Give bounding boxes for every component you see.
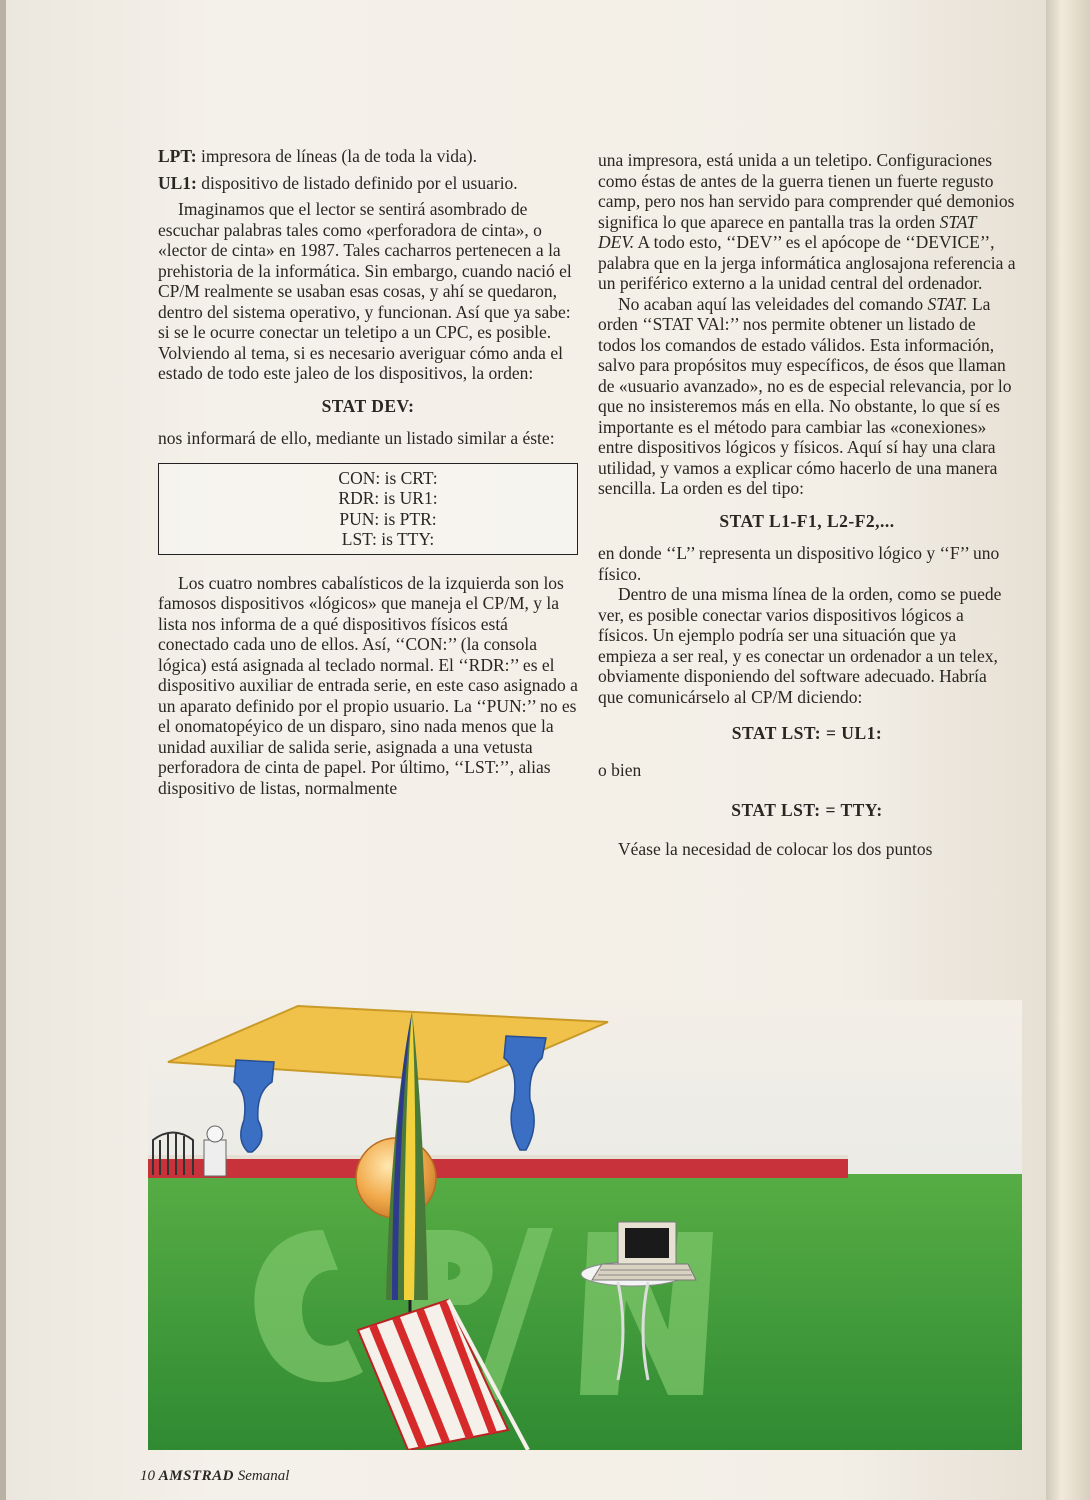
listing-line: CON: is CRT: [338,467,438,488]
right-column [598,150,1016,859]
italic-run: STAT DEV. [598,211,977,252]
command-stat-lst-ul1: STAT LST: = UL1: [731,723,883,743]
command-stat-dev: STAT DEV: [321,395,415,416]
device-listing [158,463,578,555]
term-ul1: UL1: [158,172,197,193]
text-run: una impresora, está unida a un teletipo. Configuraciones como éstas de antes de la guerra tienen un fuerte regusto camp, pero nos han servido para comprender qué demonios significa lo que aparece en pantalla tras la orden [598,150,1015,232]
paragraph: Véase la necesidad de colocar los dos puntos [618,838,933,859]
definition-lpt [158,146,578,167]
command-stat-lst-tty: STAT LST: = TTY: [731,800,883,820]
paragraph: Imaginamos que el lector se sentirá asombrado de escuchar palabras tales como «perforadora de cinta», o «lector de cinta» en 1987. Tales cacharros pertenecen a la prehistoria de la informática. Sin embargo, cuando nació el CP/M realmente se usaban esas cosas, y ahí se quedaron, dentro del sistema operativo, y funcionan. Así que ya sabe: si se le ocurre conectar un teletipo a un CPC, es posible. Volviendo al tema, si es necesario averiguar cómo anda el estado de todo este jaleo de los dispositivos, la orden: [158,199,572,383]
command-stat-l1-f1: STAT L1-F1, L2-F2,... [719,510,895,531]
paragraph: Los cuatro nombres cabalísticos de la izquierda son los famosos dispositivos «lógicos» que maneja el CP/M, y la lista nos informa de a qué dispositivos físicos está conectado cada uno de ellos. Así, ‘‘CON:’’ (la consola lógica) está asignada al teclado normal. El ‘‘RDR:’’ es el dispositivo auxiliar de entrada serie, en este caso asignado a un aparato definido por el propio usuario. La ‘‘PUN:’’ no es el onomatopéyico de un disparo, sino nada menos que la unidad auxiliar de salida serie, asignada a una vetusta perforadora de cinta de papel. Por último, ‘‘LST:’’, alias dispositivo de listas, normalmente [158,572,578,798]
magazine-brand: AMSTRAD [158,1468,234,1484]
text-run: A todo esto, ‘‘DEV’’ es el apócope de ‘‘DEVICE’’, palabra que en la jerga informática anglosajona referencia a un periférico externo a la unidad central del ordenador. [598,232,1016,293]
italic-run: STAT. [927,293,968,314]
paragraph: nos informará de ello, mediante un listado similar a éste: [158,428,555,448]
paragraph: en donde ‘‘L’’ representa un dispositivo lógico y ‘‘F’’ uno físico. [598,543,1000,584]
definition-lpt-text: impresora de líneas (la de toda la vida). [196,146,477,166]
paragraph [598,150,1016,294]
gate-pillar [204,1140,226,1176]
definition-ul1-text: dispositivo de listado definido por el usuario. [196,172,518,193]
page-number: 10 [140,1468,155,1484]
red-wall [148,1158,848,1178]
listing-line: RDR: is UR1: [338,488,438,508]
page-footer [140,1468,289,1485]
cpm-illustration [148,1000,1022,1450]
page-edge [1046,0,1090,1500]
text-run: No acaban aquí las veleidades del comando [618,293,928,314]
term-lpt: LPT: [158,146,197,166]
paragraph: Dentro de una misma línea de la orden, como se puede ver, es posible conectar varios dispositivos lógicos a físicos. Un ejemplo podría ser una situación que ya empieza a ser real, y es conectar un ordenador a un telex, obviamente disponiendo del software adecuado. Habría que comunicárselo al CP/M diciendo: [598,584,1002,707]
definition-ul1 [158,173,578,194]
text-run: La orden ‘‘STAT VAl:’’ nos permite obtener un listado de todos los comandos de estado válidos. Esta información, salvo para propósitos muy específicos, de ésos que llaman de «usuario avanzado», no es de especial relevancia, por lo que no insisteremos más en ella. No obstante, lo que sí es importante es el método para cambiar las «conexiones» entre dispositivos lógicos y físicos. Aquí sí hay una clara utilidad, y vamos a explicar cómo hacerlo de una manera sencilla. La orden es del tipo: [598,293,1012,498]
paragraph [598,294,1016,499]
paragraph: o bien [598,759,642,780]
listing-line: LST: is TTY: [341,529,435,549]
listing-line: PUN: is PTR: [339,508,437,529]
left-column [158,146,578,798]
magazine-section: Semanal [237,1468,290,1484]
